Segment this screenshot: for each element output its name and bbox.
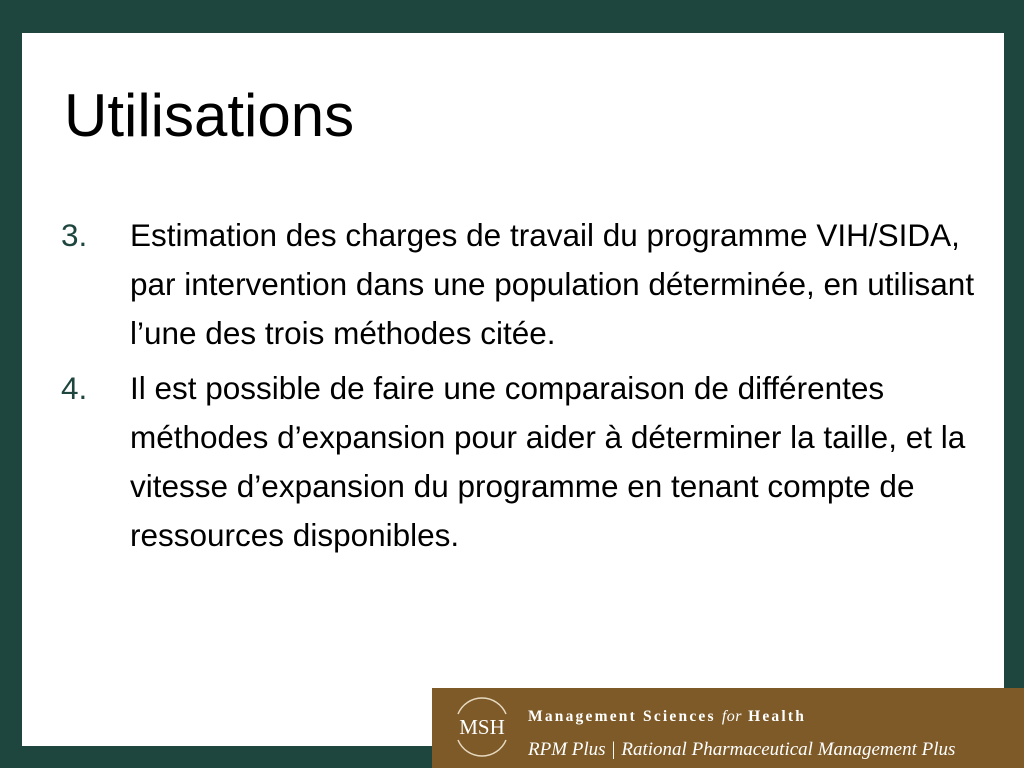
msh-logo bbox=[450, 692, 514, 762]
list-item-number: 4. bbox=[61, 370, 88, 406]
organization-name-part2: Health bbox=[748, 708, 807, 725]
program-line bbox=[528, 739, 955, 761]
list-item-text: Il est possible de faire une comparaison de différentes méthodes d’expansion pour aider à déterminer la taille, et la vitesse d’expansion du programme en tenant compte de ressources disponibles. bbox=[130, 370, 966, 553]
list-item-number: 3. bbox=[61, 217, 88, 253]
list-item bbox=[22, 364, 982, 560]
organization-name-part1: Management Sciences bbox=[528, 708, 716, 725]
slide-content-panel bbox=[22, 33, 1004, 746]
slide-title: Utilisations bbox=[64, 82, 355, 149]
program-short-name: RPM Plus bbox=[528, 739, 606, 760]
list-item-text: Estimation des charges de travail du programme VIH/SIDA, par intervention dans une population déterminée, en utilisant l’une des trois méthodes citée. bbox=[130, 217, 975, 351]
list-item bbox=[22, 211, 982, 358]
msh-logo-text: MSH bbox=[459, 715, 505, 739]
footer-banner bbox=[432, 688, 1024, 768]
program-full-name: Rational Pharmaceutical Management Plus bbox=[621, 739, 956, 760]
numbered-list bbox=[22, 211, 982, 566]
program-divider: | bbox=[611, 739, 616, 760]
organization-name-for: for bbox=[721, 708, 742, 725]
organization-name bbox=[528, 708, 806, 726]
